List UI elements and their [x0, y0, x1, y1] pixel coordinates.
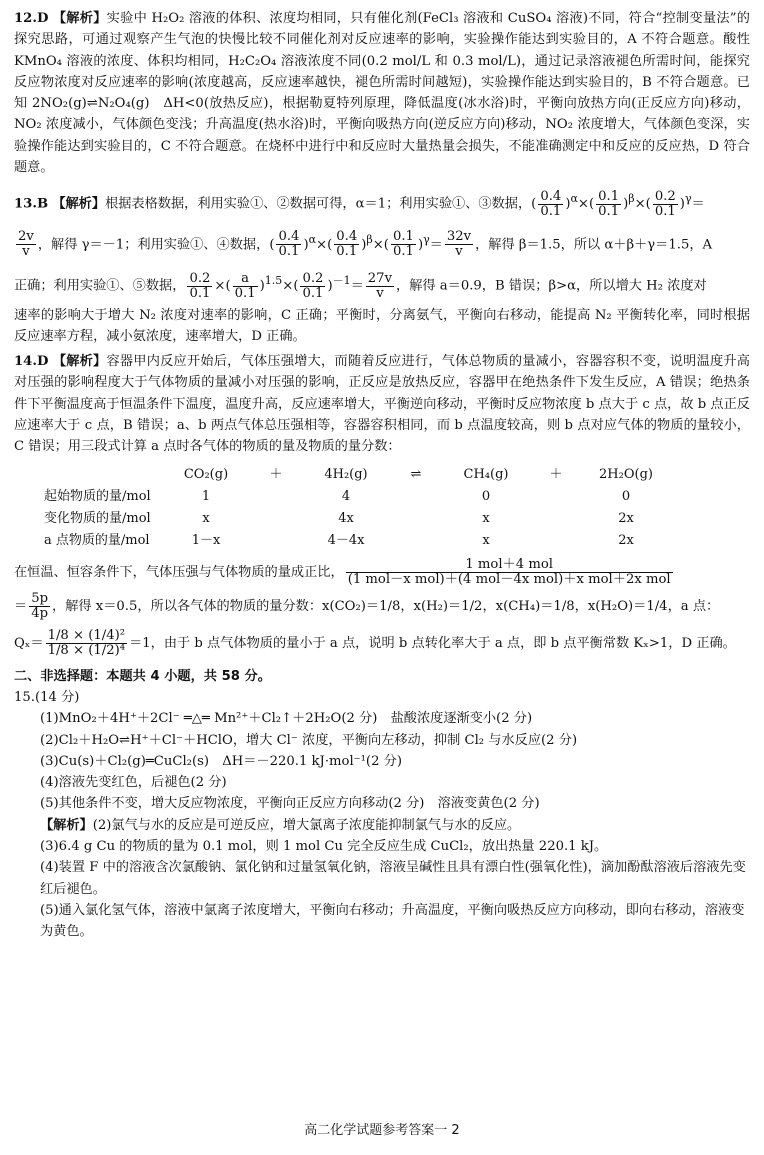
fraction: $\frac{0.1}{0.1}$: [598, 188, 620, 219]
question-number: 14.: [14, 354, 37, 370]
question-15: [14, 687, 750, 943]
fraction: $\frac{0.4}{0.1}$: [278, 229, 300, 260]
page-footer: 高二化学试题参考答案一 2: [304, 1122, 460, 1138]
question-number: 12.: [14, 11, 37, 26]
table-row: a 点物质的量/mol 1－x 4－4x x 2x: [44, 532, 634, 548]
question-number: 13.: [14, 196, 37, 212]
section-heading: 二、非选择题：本题共 4 小题，共 58 分。: [14, 668, 271, 684]
three-stage-table: [44, 464, 668, 552]
answer-1: (1)MnO₂＋4H⁺＋2Cl⁻ ═△═ Mn²⁺＋Cl₂↑＋2H₂O(2 分) 盐酸浓度逐渐变小(2 分): [40, 711, 533, 727]
fraction: $\frac{a}{0.1}$: [234, 270, 256, 301]
fraction: $\frac{2v}{v}$: [18, 229, 34, 260]
question-13: 13.B 【解析】根据表格数据，利用实验①、②数据可得，α＝1；利用实验①、③数据，( $\frac{0.4}{0.1}$ )$^\alpha$×( $\frac{0.1}{0.1}$ )$^\beta$×( $\frac{0.2}{0.1}$ )$^\gamma$＝ $\frac{2v}{v}$ ，解得 γ＝－1；利用实验①、④数据，( $\frac{0.4}{0.1}$ )$^\alpha$×( $\frac{0.4}{0.1}$ )$^\beta$×( $\frac{0.1}{0.1}$ )$^\gamma$＝ $\frac{32v}{v}$ ，解得 β＝1.5，所以 α＋β＋γ＝1.5，A 正确；利用实验①、⑤数据， $\frac{0.2}{0.1}$ ×( $\frac{a}{0.1}$ )$^{1.5}$×( $\frac{0.2}{0.1}$ )$^{-1}$＝ $\frac{27v}{v}$ ，解得 a＝0.9，B 错误；β>α，所以增大 H₂ 浓度对 速率的影响大于增大 N₂ 浓度对速率的影响，C 正确；平衡时，分离氨气，平衡向右移动，能提高 N₂ 平衡转化率，同时根据反应速率方程，减小氨浓度，速率增大，D 正确。: [14, 182, 750, 347]
question-12: [14, 8, 750, 178]
fraction: $\frac{0.2}{0.1}$: [302, 270, 324, 301]
question-title: 15.(14 分): [14, 689, 80, 705]
table-row: 变化物质的量/mol x 4x x 2x: [44, 510, 634, 526]
fraction: $\frac{32v}{v}$: [446, 229, 472, 260]
fraction: $\frac{0.1}{0.1}$: [392, 229, 414, 260]
table-header: CO₂(g) ＋ 4H₂(g) ⇌ CH₄(g) ＋ 2H₂O(g): [183, 466, 653, 482]
fraction: $\frac{0.2}{0.1}$: [189, 270, 211, 301]
answer-3: (3)Cu(s)＋Cl₂(g)═CuCl₂(s) ΔH＝－220.1 kJ·mol⁻¹(2 分): [40, 753, 402, 769]
fraction: $\frac{0.2}{0.1}$: [654, 188, 676, 219]
fraction: $\frac{0.4}{0.1}$: [336, 229, 358, 260]
analysis-tag: 【解析】: [52, 196, 106, 212]
fraction: $\frac{0.4}{0.1}$: [540, 188, 562, 219]
answer-5: (5)其他条件不变，增大反应物浓度，平衡向正反应方向移动(2 分) 溶液变黄色(2 分): [40, 796, 540, 812]
answer-letter: D: [36, 354, 49, 370]
explanation-4: (4)装置 F 中的溶液含次氯酸钠、氯化钠和过量氢氧化钠，溶液呈碱性且具有漂白性(强氧化性)，滴加酚酞溶液后溶液先变红后褪色。: [40, 860, 746, 897]
analysis-tag: 【解析】: [52, 354, 107, 370]
analysis-text: 实验中 H₂O₂ 溶液的体积、浓度均相同，只有催化剂(FeCl₃ 溶液和 CuSO₄ 溶液)不同，符合“控制变量法”的探究思路，可通过观察产生气泡的快慢比较不同催化剂对反应速率的影响，实验操作能达到实验目的，A 不符合题意。酸性 KMnO₄ 溶液的浓度、体积均相同，H₂C₂O₄ 溶液浓度不同(0.2 mol/L 和 0.3 mol/L)，通过记录溶液褪色所需时间，能探究反应物浓度对反应速率的影响(浓度越高，反应速率越快，褪色所需时间越短)，实验操作能达到实验目的，B 不符合题意。已知 2NO₂(g)⇌N₂O₄(g) ΔH<0(放热反应)，根据勒夏特列原理，降低温度(冰水浴)时，平衡向放热方向(正反应方向)移动，NO₂ 浓度减小，气体颜色变浅；升高温度(热水浴)时，平衡向吸热方向(逆反应方向)移动，NO₂ 浓度增大，气体颜色变深，实验操作能达到实验目的，C 不符合题意。在烧杯中进行中和反应时大量热量会损失，不能准确测定中和反应的反应热，D 符合题意。: [14, 11, 750, 176]
table-row: 起始物质的量/mol 1 4 0 0: [44, 488, 631, 504]
analysis-tag: 【解析】: [52, 11, 107, 26]
explanation-3: (3)6.4 g Cu 的物质的量为 0.1 mol，则 1 mol Cu 完全反应生成 CuCl₂，放出热量 220.1 kJ。: [40, 839, 608, 854]
qx-fraction: $\frac{\text{1/8 × (1/4)²}}{\text{1/8 × (1/2)⁴}}$: [47, 627, 126, 658]
analysis-text: 速率的影响大于增大 N₂ 浓度对速率的影响，C 正确；平衡时，分离氨气，平衡向右移动，能提高 N₂ 平衡转化率，同时根据反应速率方程，减小氨浓度，速率增大，D 正确。: [14, 307, 750, 344]
answer-2: (2)Cl₂＋H₂O⇌H⁺＋Cl⁻＋HClO，增大 Cl⁻ 浓度，平衡向左移动，抑制 Cl₂ 与水反应(2 分): [40, 732, 578, 748]
answer-4: (4)溶液先变红色，后褪色(2 分): [40, 775, 227, 791]
pressure-fraction: $\frac{\text{1 mol＋4 mol}}{\text{(1 mol－x mol)＋(4 mol－4x mol)＋x mol＋2x mol}}$: [347, 556, 671, 587]
answer-letter: B: [36, 196, 49, 212]
answer-letter: D: [36, 11, 49, 26]
fraction: $\frac{27v}{v}$: [367, 270, 393, 301]
explanation-5: (5)通入氯化氢气体，溶液中氯离子浓度增大，平衡向右移动；升高温度，平衡向吸热反应方向移动，即向右移动，溶液变为黄色。: [40, 902, 745, 940]
analysis-text: 根据表格数据，利用实验①、②数据可得，α＝1；利用实验①、③数据，: [105, 196, 532, 212]
question-14: 14.D 【解析】容器甲内反应开始后，气体压强增大，而随着反应进行，气体总物质的量减小，容器容积不变，说明温度升高对压强的影响程度大于气体物质的量减小对压强的影响，正反应是放热反应，容器甲在绝热条件下发生反应，A 错误；绝热条件下平衡温度高于恒温条件下温度，温度升高，反应速率增大，平衡逆向移动，平衡时反应物浓度 b 点大于 c 点，故 b 点正反应速率大于 c 点，B 错误；a、b 两点气体总压强相等，容器容积相同，而 b 点温度较高，则 b 点对应气体的物质的量较小，C 错误；用三段式计算 a 点时各气体的物质的量及物质的量分数： CO₂(g) ＋ 4H₂(g) ⇌ CH₄(g) ＋ 2H₂O(g) 起始物质的量/mol 1 4 0 0 变化物质的量/mol x 4x x 2x a 点物质的量/mol 1－x 4－4x x 2x 在恒温、恒容条件下，气体压强与气体物质的量成正比， $\frac{\text{1 mol＋4 mol}}{\text{(1 mol－x mol)＋(4 mol－4x mol)＋x mol＋2x mol}}$ ＝ $\frac{5p}{4p}$ ，解得 x＝0.5，所以各气体的物质的量分数：x(CO₂)＝1/8，x(H₂)＝1/2，x(CH₄)＝1/8，x(H₂O)＝1/4，a 点： Qₓ＝ $\frac{\text{1/8 × (1/4)²}}{\text{1/8 × (1/2)⁴}}$ ＝1，由于 b 点气体物质的量小于 a 点，说明 b 点转化率大于 a 点，即 b 点平衡常数 Kₓ>1，D 正确。: [14, 354, 750, 658]
fraction: $\frac{5p}{4p}$: [31, 590, 49, 621]
analysis-text: 容器甲内反应开始后，气体压强增大，而随着反应进行，气体总物质的量减小，容器容积不变，说明温度升高对压强的影响程度大于气体物质的量减小对压强的影响，正反应是放热反应，容器甲在绝热条件下发生反应，A 错误；绝热条件下平衡温度高于恒温条件下温度，温度升高，反应速率增大，平衡逆向移动，平衡时反应物浓度 b 点大于 c 点，故 b 点正反应速率大于 c 点，B 错误；a、b 两点气体总压强相等，容器容积相同，而 b 点温度较高，则 b 点对应气体的物质的量较小，C 错误；用三段式计算 a 点时各气体的物质的量及物质的量分数：: [14, 354, 750, 455]
explanation-2: 【解析】(2)氯气与水的反应是可逆反应，增大氯离子浓度能抑制氯气与水的反应。: [40, 817, 521, 833]
